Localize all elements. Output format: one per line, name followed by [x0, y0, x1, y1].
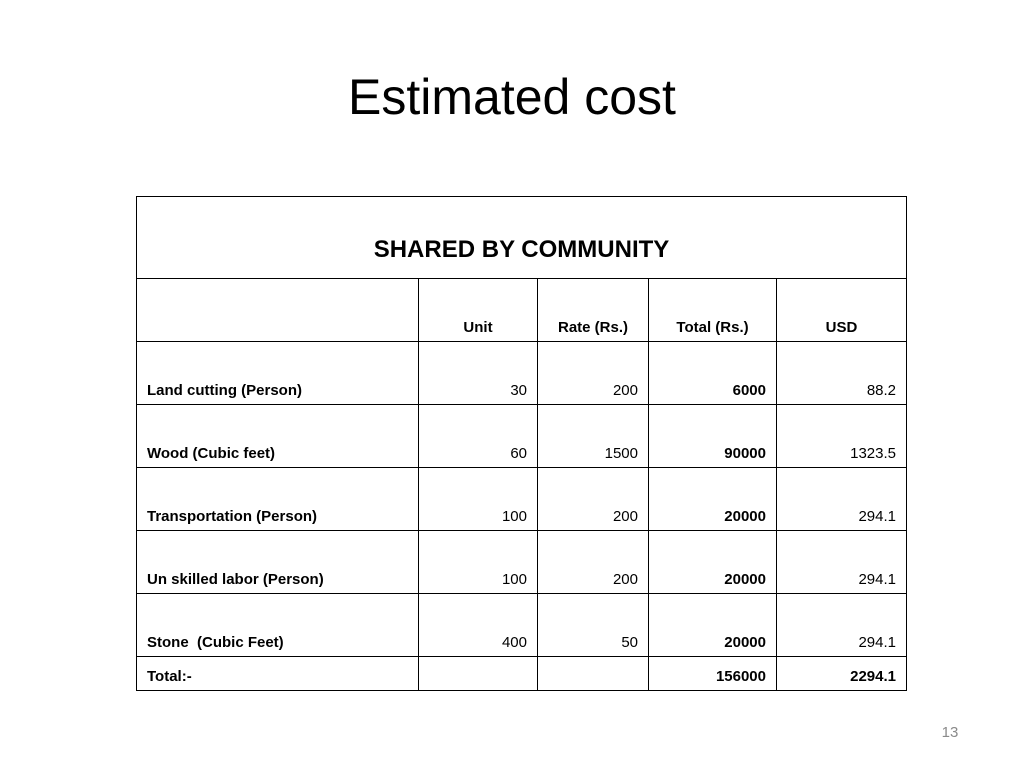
total-rs-value: 156000 [649, 657, 777, 691]
table-row [137, 594, 907, 657]
cost-table [136, 196, 907, 691]
row-total-value: 6000 [649, 342, 777, 405]
row-rate-value: 200 [538, 468, 649, 531]
table-row [137, 342, 907, 405]
row-usd-value: 294.1 [777, 594, 907, 657]
row-usd-value: 294.1 [777, 468, 907, 531]
row-item-label: Transportation (Person) [137, 468, 419, 531]
total-unit-value [419, 657, 538, 691]
table-banner: SHARED BY COMMUNITY [137, 197, 907, 279]
total-usd-value: 2294.1 [777, 657, 907, 691]
row-item-label: Stone (Cubic Feet) [137, 594, 419, 657]
header-row [137, 279, 907, 342]
row-usd-value: 294.1 [777, 531, 907, 594]
column-header-item [137, 279, 419, 342]
row-unit-value: 100 [419, 468, 538, 531]
row-unit-value: 400 [419, 594, 538, 657]
column-header-unit: Unit [419, 279, 538, 342]
table-row [137, 531, 907, 594]
row-item-label: Wood (Cubic feet) [137, 405, 419, 468]
page-number: 13 [941, 724, 959, 741]
row-total-value: 20000 [649, 594, 777, 657]
banner-row [137, 197, 907, 279]
row-unit-value: 60 [419, 405, 538, 468]
table-row [137, 468, 907, 531]
row-total-value: 90000 [649, 405, 777, 468]
row-rate-value: 200 [538, 342, 649, 405]
slide-title: Estimated cost [348, 69, 676, 125]
total-row [137, 657, 907, 691]
row-usd-value: 88.2 [777, 342, 907, 405]
row-item-label: Un skilled labor (Person) [137, 531, 419, 594]
column-header-total: Total (Rs.) [649, 279, 777, 342]
row-total-value: 20000 [649, 468, 777, 531]
column-header-rate: Rate (Rs.) [538, 279, 649, 342]
column-header-usd: USD [777, 279, 907, 342]
row-unit-value: 100 [419, 531, 538, 594]
table-row [137, 405, 907, 468]
total-label: Total:- [137, 657, 419, 691]
total-rate-value [538, 657, 649, 691]
row-rate-value: 50 [538, 594, 649, 657]
row-unit-value: 30 [419, 342, 538, 405]
row-rate-value: 1500 [538, 405, 649, 468]
row-total-value: 20000 [649, 531, 777, 594]
row-item-label: Land cutting (Person) [137, 342, 419, 405]
row-usd-value: 1323.5 [777, 405, 907, 468]
row-rate-value: 200 [538, 531, 649, 594]
